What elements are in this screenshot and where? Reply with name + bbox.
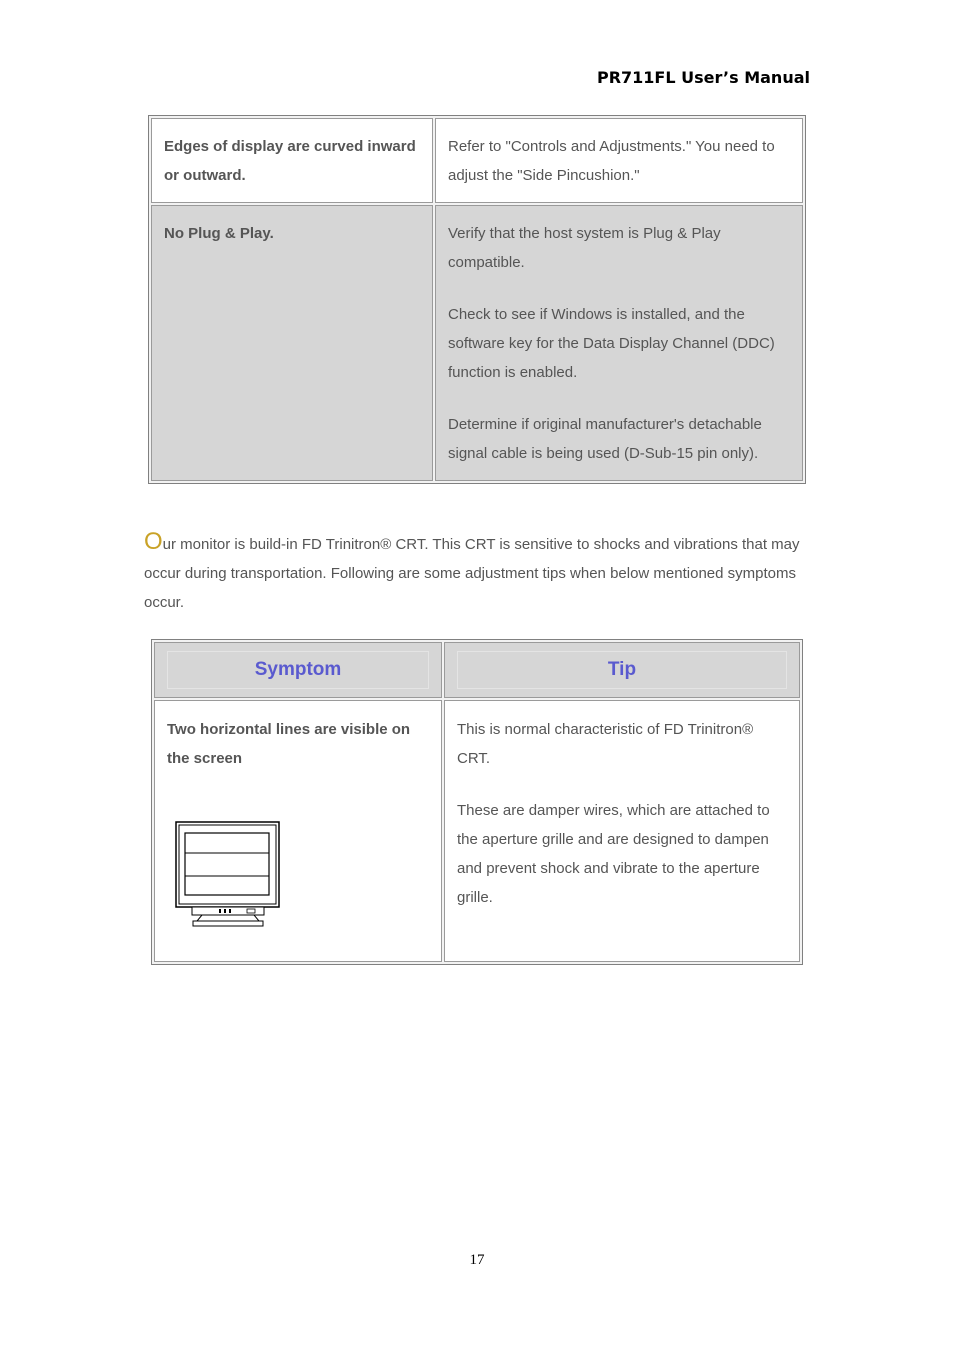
symptom-header-cell	[154, 642, 442, 698]
page-number: 17	[469, 1252, 485, 1268]
symptom-text: No Plug & Play.	[164, 225, 274, 242]
symptom-cell	[151, 205, 433, 481]
symptom-cell	[151, 118, 433, 203]
tip-header-cell	[444, 642, 800, 698]
drop-cap: O	[144, 528, 163, 555]
symptom-cell	[154, 700, 442, 962]
solution-paragraph: Refer to "Controls and Adjustments." You need to adjust the "Side Pincushion."	[448, 138, 775, 184]
troubleshooting-table	[148, 115, 806, 484]
tip-paragraph: This is normal characteristic of FD Trinitron® CRT.	[457, 721, 754, 767]
tip-header: Tip	[457, 651, 787, 689]
solution-paragraph: Determine if original manufacturer's detachable signal cable is being used (D-Sub-15 pin only).	[448, 416, 762, 462]
intro-text: ur monitor is build-in FD Trinitron® CRT. This CRT is sensitive to shocks and vibrations that may occur during transportation. Following are some adjustment tips when below mentioned symptoms occur.	[144, 536, 800, 611]
table-row	[151, 205, 803, 481]
crt-tips-table	[151, 639, 803, 965]
symptom-header: Symptom	[167, 651, 429, 689]
symptom-text: Edges of display are curved inward or outward.	[164, 138, 416, 184]
table-header-row	[154, 642, 800, 698]
tip-paragraph: These are damper wires, which are attached to the aperture grille and are designed to dampen and prevent shock and vibrate to the aperture grille.	[457, 802, 770, 906]
solution-paragraph: Check to see if Windows is installed, and the software key for the Data Display Channel (DDC) function is enabled.	[448, 306, 775, 381]
crt-monitor-icon	[175, 821, 429, 941]
manual-title: PR711FL User’s Manual	[596, 68, 810, 87]
solution-cell	[435, 118, 803, 203]
table-row	[154, 700, 800, 962]
solution-cell	[435, 205, 803, 481]
tip-cell	[444, 700, 800, 962]
table-row	[151, 118, 803, 203]
symptom-text: Two horizontal lines are visible on the screen	[167, 721, 411, 767]
intro-paragraph	[144, 530, 814, 617]
solution-paragraph: Verify that the host system is Plug & Play compatible.	[448, 225, 721, 271]
